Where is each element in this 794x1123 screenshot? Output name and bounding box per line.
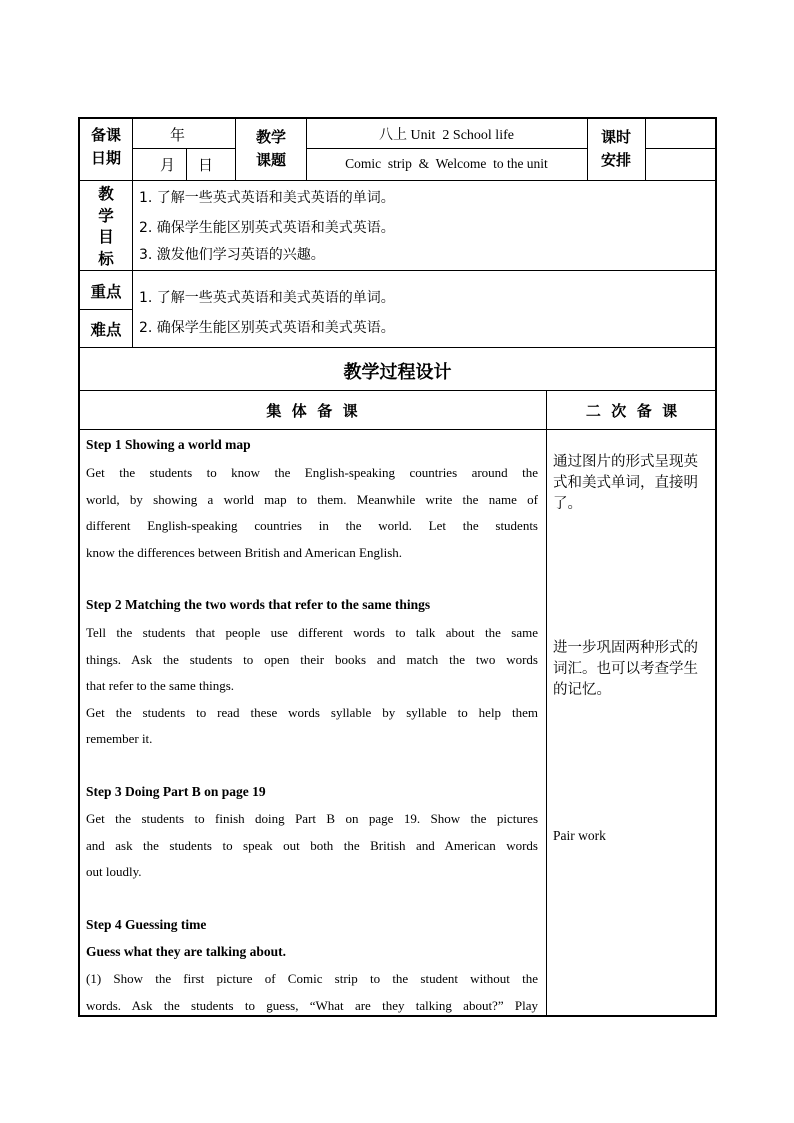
step-line: that refer to the same things. <box>86 678 235 694</box>
secondary-note: Pair work <box>553 828 606 843</box>
topic-label: 教学 课题 <box>255 128 286 169</box>
step-line: Get the students to read these words syllable by syllable to help them <box>86 704 538 720</box>
secondary-note: 进一步巩固两种形式的词汇。也可以考查学生的记忆。 <box>553 640 698 698</box>
day-label: 日 <box>198 156 214 174</box>
secondary-note: 通过图片的形式呈现英式和美式单词，直接明了。 <box>553 454 698 512</box>
step-title: Step 1 Showing a world map <box>86 437 251 452</box>
objective-item: 1. 了解一些英式英语和美式英语的单词。 <box>139 190 395 206</box>
objectives-label <box>80 184 132 270</box>
key-point-item: 2. 确保学生能区别英式英语和美式英语。 <box>139 320 395 336</box>
key-points-label: 重点 <box>90 283 122 301</box>
step-body <box>86 460 538 566</box>
step-line: remember it. <box>86 731 153 747</box>
prep-date-label: 备课 日期 <box>90 126 121 167</box>
step-line: Get the students to finish doing Part B on page 19. Show the pictures <box>86 811 538 826</box>
year-label: 年 <box>170 126 186 144</box>
month-label: 月 <box>160 156 176 174</box>
step-title: Step 3 Doing Part B on page 19 <box>86 784 266 799</box>
process-title: 教学过程设计 <box>343 362 452 383</box>
step-title: Step 4 Guessing time <box>86 917 207 932</box>
topic-line2: Comic strip & Welcome to the unit <box>345 156 548 171</box>
step-line: Tell the students that people use different words to talk about the same <box>86 625 538 640</box>
step-subtitle: Guess what they are talking about. <box>86 944 287 959</box>
step-line: world, by showing a world map to them. Meanwhile write the name of <box>86 491 538 507</box>
step-line: words. Ask the students to guess, “What are they talking about?” Play <box>86 997 538 1013</box>
step-line: out loudly. <box>86 864 142 880</box>
step-body <box>86 806 538 886</box>
objectives-label-char: 标 <box>98 249 114 268</box>
step-line: things. Ask the students to open their books and match the two words <box>86 651 538 667</box>
step-body <box>86 620 538 753</box>
key-point-item: 1. 了解一些英式英语和美式英语的单词。 <box>139 290 395 306</box>
step-body <box>86 966 538 1019</box>
step-line: Get the students to know the English-speaking countries around the <box>86 465 538 480</box>
objectives-label-char: 学 <box>98 206 114 225</box>
objectives-label-char: 目 <box>98 228 114 246</box>
period-label: 课时 安排 <box>600 128 631 169</box>
collective-prep-header: 集 体 备 课 <box>266 402 358 420</box>
secondary-prep-header: 二 次 备 课 <box>585 402 678 420</box>
topic-line1: 八上 Unit 2 School life <box>379 128 514 143</box>
objective-item: 2. 确保学生能区别英式英语和美式英语。 <box>139 220 395 236</box>
objectives-label-char: 教 <box>98 185 114 203</box>
step-title: Step 2 Matching the two words that refer to the same things <box>86 597 431 612</box>
step-line: (1) Show the first picture of Comic strip to the student without the <box>86 971 538 986</box>
step-line: and ask the students to speak out both the British and American words <box>86 837 538 853</box>
step-line: different English-speaking countries in the world. Let the students <box>86 518 538 534</box>
objective-item: 3. 激发他们学习英语的兴趣。 <box>139 247 325 263</box>
step-line: know the differences between British and American English. <box>86 544 403 560</box>
difficult-points-label: 难点 <box>90 321 122 339</box>
